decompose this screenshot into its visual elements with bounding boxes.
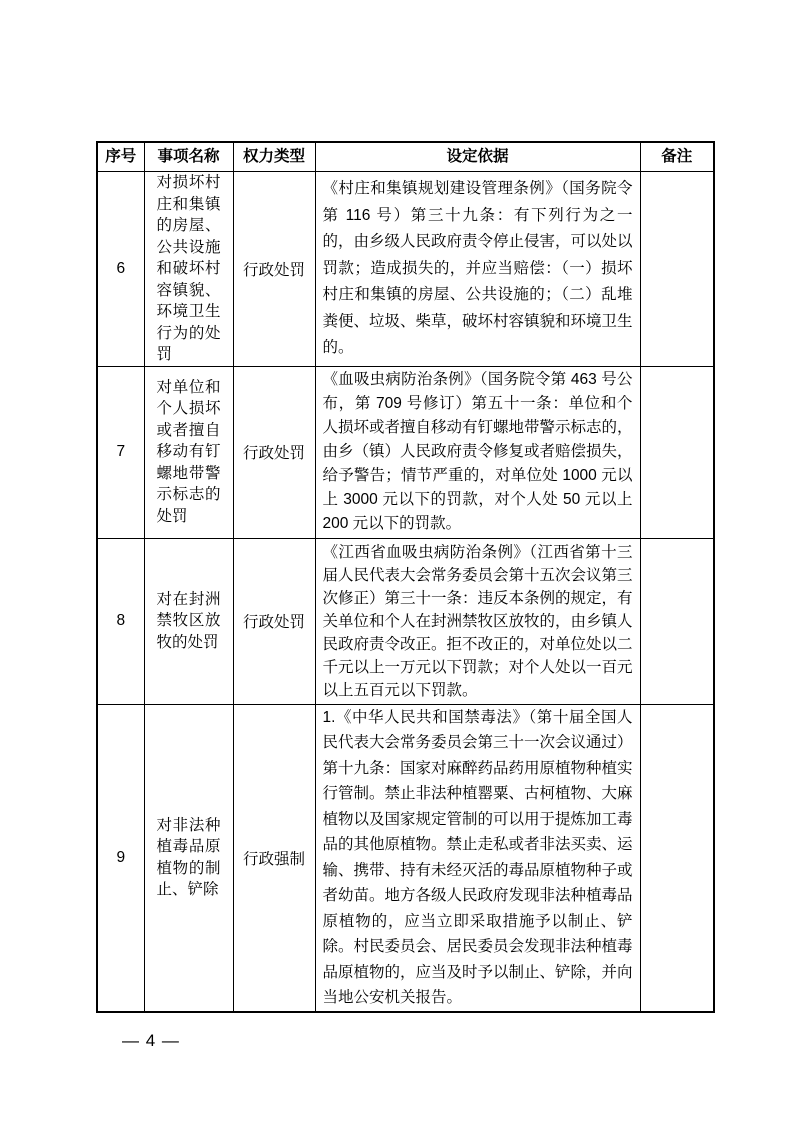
cell-item-name: 对在封洲禁牧区放牧的处罚: [144, 538, 233, 704]
header-cell-no: 序号: [97, 142, 144, 172]
cell-remark: [640, 172, 714, 367]
cell-legal-basis: 《江西省血吸虫病防治条例》（江西省第十三届人民代表大会常务委员会第十五次会议第三次修正）第三十一条：违反本条例的规定，有关单位和个人在封洲禁牧区放牧的，由乡镇人民政府责令改正。拒不改正的，对单位处以二千元以上一万元以下罚款；对个人处以一百元以上五百元以下罚款。: [315, 538, 640, 704]
cell-legal-basis: 《村庄和集镇规划建设管理条例》（国务院令第 116 号）第三十九条：有下列行为之一的，由乡级人民政府责令停止侵害，可以处以罚款；造成损失的，并应当赔偿：（一）损坏村庄和集镇的房屋、公共设施的；（二）乱堆粪便、垃圾、柴草，破坏村容镇貌和环境卫生的。: [315, 172, 640, 367]
cell-item-name: 对单位和个人损坏或者擅自移动有钉螺地带警示标志的处罚: [144, 366, 233, 538]
cell-legal-basis: 1.《中华人民共和国禁毒法》（第十届全国人民代表大会常务委员会第三十一次会议通过）第十九条：国家对麻醉药品药用原植物种植实行管制。禁止非法种植罂粟、古柯植物、大麻植物以及国家规定管制的可以用于提炼加工毒品的其他原植物。禁止走私或者非法买卖、运输、携带、持有未经灭活的毒品原植物种子或者幼苗。地方各级人民政府发现非法种植毒品原植物的，应当立即采取措施予以制止、铲除。村民委员会、居民委员会发现非法种植毒品原植物的，应当及时予以制止、铲除，并向当地公安机关报告。: [315, 704, 640, 1012]
cell-power-type: 行政强制: [233, 704, 315, 1012]
header-cell-note: 备注: [640, 142, 714, 172]
table-row: [97, 704, 714, 1012]
power-list-table: [96, 141, 715, 1013]
cell-remark: [640, 538, 714, 704]
table-header-row: [97, 142, 714, 172]
cell-legal-basis: 《血吸虫病防治条例》（国务院令第 463 号公布，第 709 号修订）第五十一条：单位和个人损坏或者擅自移动有钉螺地带警示标志的，由乡（镇）人民政府责令修复或者赔偿损失，给予警告；情节严重的，对单位处 1000 元以上 3000 元以下的罚款，对个人处 50 元以上 200 元以下的罚款。: [315, 366, 640, 538]
cell-row-number: 8: [97, 538, 144, 704]
cell-item-name: 对非法种植毒品原植物的制止、铲除: [144, 704, 233, 1012]
cell-row-number: 6: [97, 172, 144, 367]
cell-row-number: 7: [97, 366, 144, 538]
cell-power-type: 行政处罚: [233, 366, 315, 538]
cell-power-type: 行政处罚: [233, 538, 315, 704]
header-cell-type: 权力类型: [233, 142, 315, 172]
header-cell-name: 事项名称: [144, 142, 233, 172]
header-cell-basis: 设定依据: [315, 142, 640, 172]
cell-remark: [640, 366, 714, 538]
table-row: [97, 538, 714, 704]
cell-item-name: 对损坏村庄和集镇的房屋、公共设施和破坏村容镇貌、环境卫生行为的处罚: [144, 172, 233, 367]
page-number: — 4 —: [122, 1031, 180, 1050]
table-row: [97, 366, 714, 538]
cell-row-number: 9: [97, 704, 144, 1012]
cell-power-type: 行政处罚: [233, 172, 315, 367]
table-row: [97, 172, 714, 367]
cell-remark: [640, 704, 714, 1012]
